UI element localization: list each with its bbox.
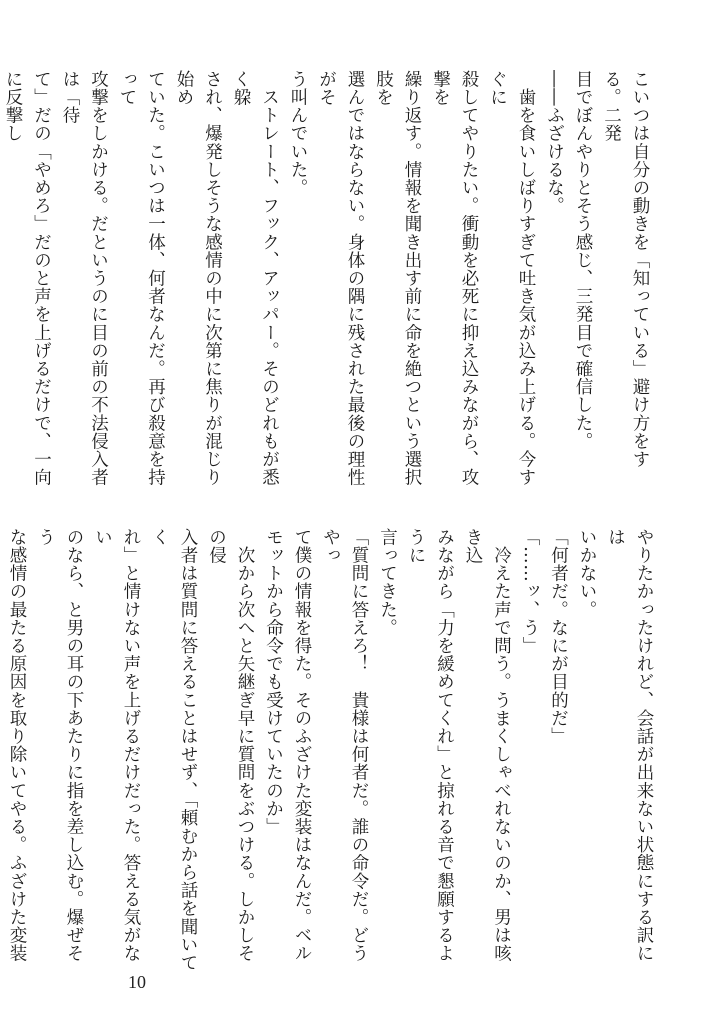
text-line: れ」と情けない声を上げるだけだった。答える気がない: [92, 528, 141, 963]
page-number: 10: [128, 972, 146, 992]
text-line: のなら、と男の耳の下あたりに指を差し込む。爆ぜそう: [35, 528, 84, 963]
text-line: 「何者だ。なにが目的だ」: [548, 528, 569, 746]
text-line: て」だの「やめろ」だのと声を上げるだけで、一向に反撃し: [3, 70, 52, 487]
text-line: 繰り返す。情報を聞き出す前に命を絶つという選択肢を: [373, 70, 422, 487]
text-line: う叫んでいた。: [288, 70, 308, 197]
text-line: され、爆発しそうな感情の中に次第に焦りが混じり始め: [174, 70, 223, 487]
text-line: モットから命令でも受けていたのか」: [263, 528, 284, 836]
text-line: 「質問に答えろ！ 貴様は何者だ。誰の命令だ。どうやっ: [320, 528, 369, 963]
text-line: 次から次へと矢継ぎ早に質問をぶつける。しかしその侵: [206, 528, 255, 963]
text-line: いかない。: [577, 528, 597, 619]
text-line: 「……ッ、う」: [520, 528, 540, 655]
text-line: 入者は質問に答えることはせず、「頼むから話を聞いてく: [149, 528, 198, 972]
text-block-lower: [7, 528, 658, 976]
text-line: 冷えた声で問う。うまくしゃべれないのか、男は咳き込: [463, 528, 512, 963]
text-line: ストレート、フック、アッパー。そのどれもが悉く躱: [231, 70, 280, 487]
text-line: 言ってきた。: [377, 528, 398, 637]
text-line: 歯を食いしばりすぎて吐き気が込み上げる。今すぐに: [487, 70, 536, 487]
text-line: 殺してやりたい。衝動を必死に抑え込みながら、攻撃を: [430, 70, 479, 487]
text-line: 攻撃をしかける。だというのに目の前の不法侵入者は「待: [60, 70, 109, 487]
text-line: ていた。こいつは一体、何者なんだ。再び殺意を持って: [117, 70, 166, 487]
text-line: やりたかったけれど、会話が出来ない状態にする訳には: [605, 528, 654, 963]
text-block-upper: [3, 70, 654, 500]
text-line: みながら「力を緩めてくれ」と掠れる音で懇願するように: [406, 528, 455, 963]
text-line: こいつは自分の動きを「知っている」避け方をする。二発: [601, 70, 650, 469]
text-line: ――ふざけるな。: [544, 70, 565, 215]
text-line: 目でぼんやりとそう感じ、三発目で確信した。: [573, 70, 593, 451]
text-line: な感情の最たる原因を取り除いてやる。ふざけた変装: [7, 528, 27, 963]
text-line: て僕の情報を得た。そのふざけた変装はなんだ。ベル: [292, 528, 312, 963]
text-line: 選んではならない。身体の隅に残された最後の理性がそ: [316, 70, 365, 487]
